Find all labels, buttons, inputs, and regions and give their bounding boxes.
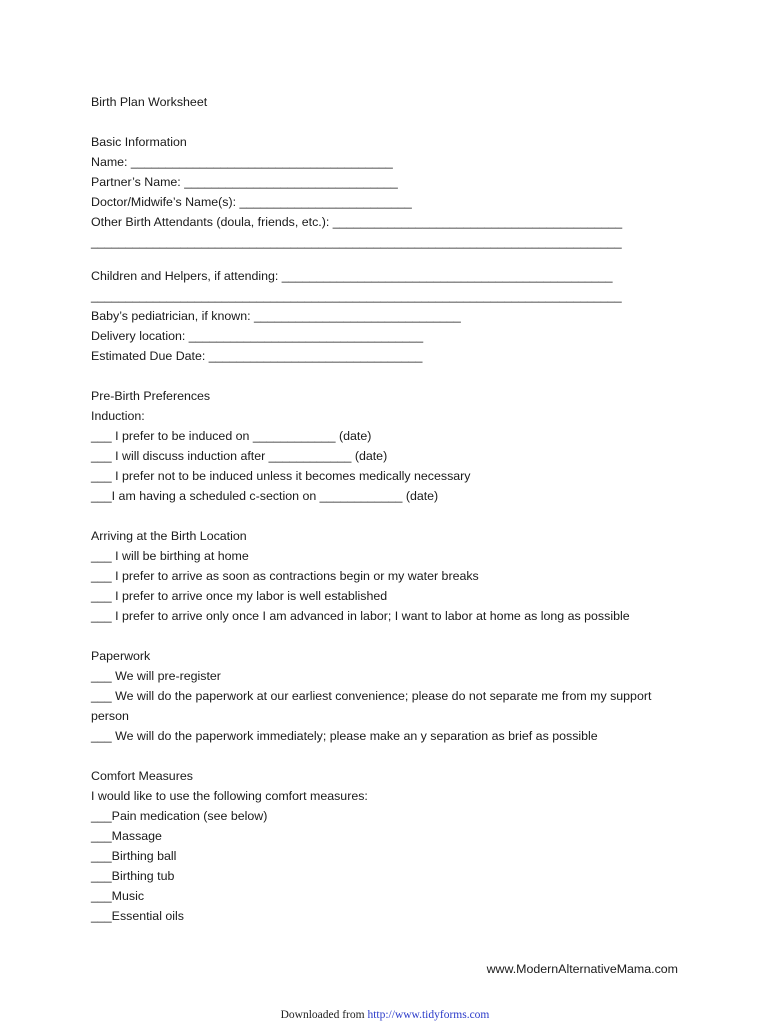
comfort-heading: Comfort Measures <box>91 769 193 783</box>
page-title: Birth Plan Worksheet <box>91 95 208 109</box>
other-attendants-field-line2[interactable]: _____________________________________________________________________________ <box>91 235 622 249</box>
paperwork-option[interactable]: ___ We will do the paperwork at our earliest convenience; please do not separate me from my support <box>91 689 652 703</box>
induction-option[interactable]: ___ I will discuss induction after ____________ (date) <box>91 449 388 463</box>
doctor-midwife-field[interactable]: Doctor/Midwife’s Name(s): _________________________ <box>91 195 412 209</box>
arriving-option[interactable]: ___ I prefer to arrive as soon as contractions begin or my water breaks <box>91 569 479 583</box>
arriving-option[interactable]: ___ I prefer to arrive only once I am advanced in labor; I want to labor at home as long as possible <box>91 609 630 623</box>
comfort-option[interactable]: ___Music <box>91 889 145 903</box>
comfort-intro: I would like to use the following comfort measures: <box>91 789 368 803</box>
arriving-option[interactable]: ___ I will be birthing at home <box>91 549 249 563</box>
downloaded-prefix: Downloaded from <box>280 1009 368 1021</box>
arriving-option[interactable]: ___ I prefer to arrive once my labor is well established <box>91 589 388 603</box>
downloaded-from-footer <box>0 1006 770 1024</box>
comfort-option[interactable]: ___Pain medication (see below) <box>91 809 268 823</box>
induction-option[interactable]: ___I am having a scheduled c-section on ____________ (date) <box>91 489 439 503</box>
partner-name-field[interactable]: Partner’s Name: _______________________________ <box>91 175 398 189</box>
paperwork-heading: Paperwork <box>91 649 151 663</box>
pediatrician-field[interactable]: Baby’s pediatrician, if known: ______________________________ <box>91 309 461 323</box>
other-attendants-field[interactable]: Other Birth Attendants (doula, friends, etc.): __________________________________________ <box>91 215 623 229</box>
comfort-option[interactable]: ___Birthing tub <box>91 869 175 883</box>
comfort-option[interactable]: ___Essential oils <box>91 909 184 923</box>
paperwork-option-continuation: person <box>91 709 129 723</box>
prebirth-heading: Pre-Birth Preferences <box>91 389 211 403</box>
paperwork-option[interactable]: ___ We will do the paperwork immediately; please make an y separation as brief as possible <box>91 729 598 743</box>
children-helpers-field-line2[interactable]: _____________________________________________________________________________ <box>91 289 622 303</box>
comfort-option[interactable]: ___Birthing ball <box>91 849 177 863</box>
induction-option[interactable]: ___ I prefer not to be induced unless it becomes medically necessary <box>91 469 471 483</box>
induction-option[interactable]: ___ I prefer to be induced on ____________ (date) <box>91 429 372 443</box>
tidyforms-link[interactable]: http://www.tidyforms.com <box>367 1009 490 1021</box>
website-footer: www.ModernAlternativeMama.com <box>486 962 678 976</box>
paperwork-option[interactable]: ___ We will pre-register <box>91 669 221 683</box>
basic-info-heading: Basic Information <box>91 135 187 149</box>
induction-subheading: Induction: <box>91 409 145 423</box>
worksheet-page <box>91 92 691 926</box>
name-field[interactable]: Name: ______________________________________ <box>91 155 393 169</box>
delivery-location-field[interactable]: Delivery location: __________________________________ <box>91 329 424 343</box>
children-helpers-field[interactable]: Children and Helpers, if attending: ________________________________________________ <box>91 269 613 283</box>
due-date-field[interactable]: Estimated Due Date: _______________________________ <box>91 349 423 363</box>
comfort-option[interactable]: ___Massage <box>91 829 162 843</box>
arriving-heading: Arriving at the Birth Location <box>91 529 247 543</box>
